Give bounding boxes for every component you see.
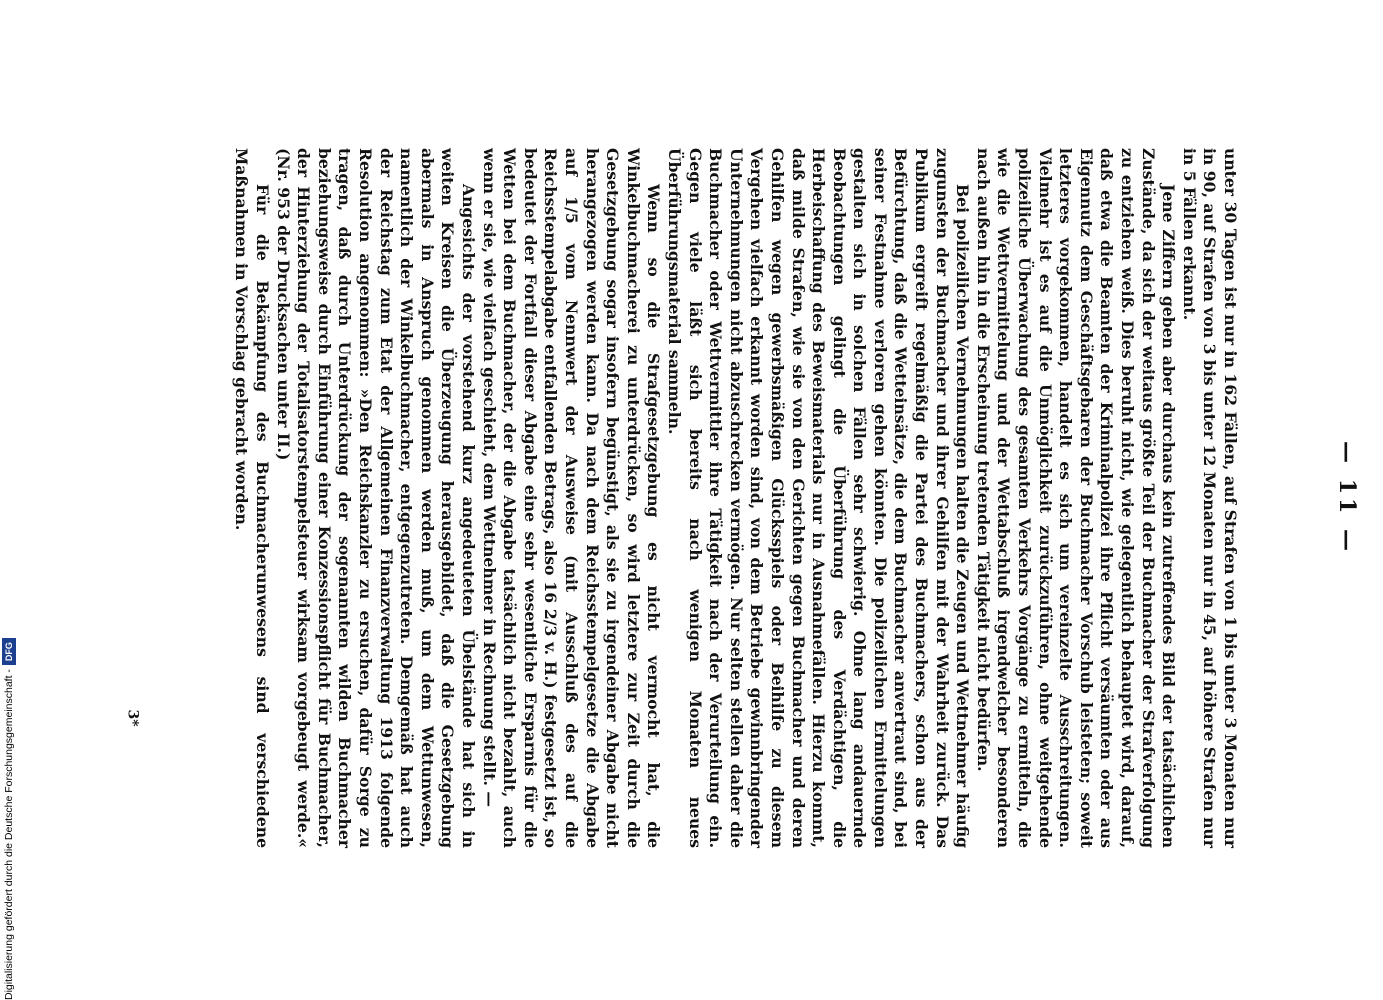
page-signature: 3* [124, 709, 141, 727]
paragraph-5: Angesichts der vorstehend kurz angedeuteten Übelstände hat sich in weiten Kreisen die Überzeugung herausgebildet, daß die Gesetzgebung abermals in Anspruch genommen werden muß, um dem Wettunwesen, namentlich der Winkelbuchmacher, entgegenzutreten. Demgemäß hat auch der Reichstag zum Etat der Allgemeinen Finanzverwaltung 1913 folgende Resolution angenommen: »Den Reichskanzler zu ersuchen, dafür Sorge zu tragen, daß durch Unterdrückung der sogenannten wilden Buchmacher beziehungsweise durch Einführung einer Konzessionspflicht für Buchmacher, der Hinterziehung der Totalisatorstempelsteuer wirksam vorgebeugt werde.« (Nr. 953 der Drucksachen unter II.) [273, 148, 479, 848]
digitization-credit [2, 5, 16, 1000]
text-column [140, 148, 1360, 848]
credit-text: Digitalisierung gefördert durch die Deutsche Forschungsgemeinschaft - [3, 669, 15, 1000]
paragraph-6: Für die Bekämpfung des Buchmacherunwesens sind verschiedene Maßnahmen in Vorschlag gebracht worden. [232, 148, 273, 848]
paragraph-3: Bei polizeilichen Vernehmungen halten die Zeugen und Wettnehmer häufig zugunsten der Buchmacher und ihrer Gehilfen mit der Wahrheit zurück. Das Publikum ergreift regelmäßig die Partei des Buchmachers, schon aus der Befürchtung, daß die Wetteinsätze, die dem Buchmacher anvertraut sind, bei seiner Festnahme verloren gehen könnten. Die polizeilichen Ermittelungen gestalten sich in solchen Fällen sehr schwierig. Ohne lang andauernde Beobachtungen gelingt die Überführung des Verdächtigen, die Herbeischaffung des Beweismaterials nur in Ausnahmefällen. Hierzu kommt, daß milde Strafen, wie sie von den Gerichten gegen Buchmacher und deren Gehilfen wegen gewerbsmäßigen Glücksspiels oder Beihilfe zu diesem Vergehen vielfach erkannt worden sind, von dem Betriebe gewinnbringender Unternehmungen nicht abzuschrecken vermögen. Nur selten stellen daher die Buchmacher oder Wettvermittler ihre Tätigkeit nach der Verurteilung ein. Gegen viele läßt sich bereits nach wenigen Monaten neues Überführungsmaterial sammeln. [664, 148, 973, 848]
page-number: — 11 — [1334, 441, 1360, 555]
paragraph-1: unter 30 Tagen ist nur in 162 Fällen, auf Strafen von 1 bis unter 3 Monaten nur in 90, auf Strafen von 3 bis unter 12 Monaten nur in 45, auf höhere Strafen nur in 5 Fällen erkannt. [1179, 148, 1240, 848]
paragraph-4: Wenn so die Strafgesetzgebung es nicht vermocht hat, die Winkelbuchmacherei zu unterdrücken, so wird letztere zur Zeit durch die Gesetzgebung sogar insofern begünstigt, als sie zu irgendeiner Abgabe nicht herangezogen werden kann. Da nach dem Reichsstempelgesetze die Abgabe auf 1/5 vom Nennwert der Ausweise (mit Ausschluß des auf die Reichsstempelabgabe entfallenden Betrags, also 16 2/3 v. H.) festgesetzt ist, so bedeutet der Fortfall dieser Abgabe eine sehr wesentliche Ersparnis für die Wetten bei dem Buchmacher, der die Abgabe tatsächlich nicht bezahlt, auch wenn er sie, wie vielfach geschieht, dem Wettnehmer in Rechnung stellt. — [479, 148, 664, 848]
dfg-logo: DFG [2, 638, 16, 665]
paragraph-2: Jene Ziffern geben aber durchaus kein zutreffendes Bild der tatsächlichen Zustände, da sich der weitaus größte Teil der Buchmacher der Strafverfolgung zu entziehen weiß. Dies beruht nicht, wie gelegentlich behauptet wird, darauf, daß etwa die Beamten der Kriminalpolizei ihre Pflicht versäumten oder aus Eigennutz dem Geschäftsgebaren der Buchmacher Vorschub leisteten; soweit letzteres vorgekommen, handelt es sich um vereinzelte Ausschreitungen. Vielmehr ist es auf die Unmöglichkeit zurückzuführen, ohne weitgehende polizeiliche Überwachung des gesamten Verkehrs Vorgänge zu ermitteln, die wie die Wettvermittelung und der Wettabschluß irgendwelcher besonderen nach außen hin in die Erscheinung tretenden Tätigkeit nicht bedürfen. [973, 148, 1179, 848]
